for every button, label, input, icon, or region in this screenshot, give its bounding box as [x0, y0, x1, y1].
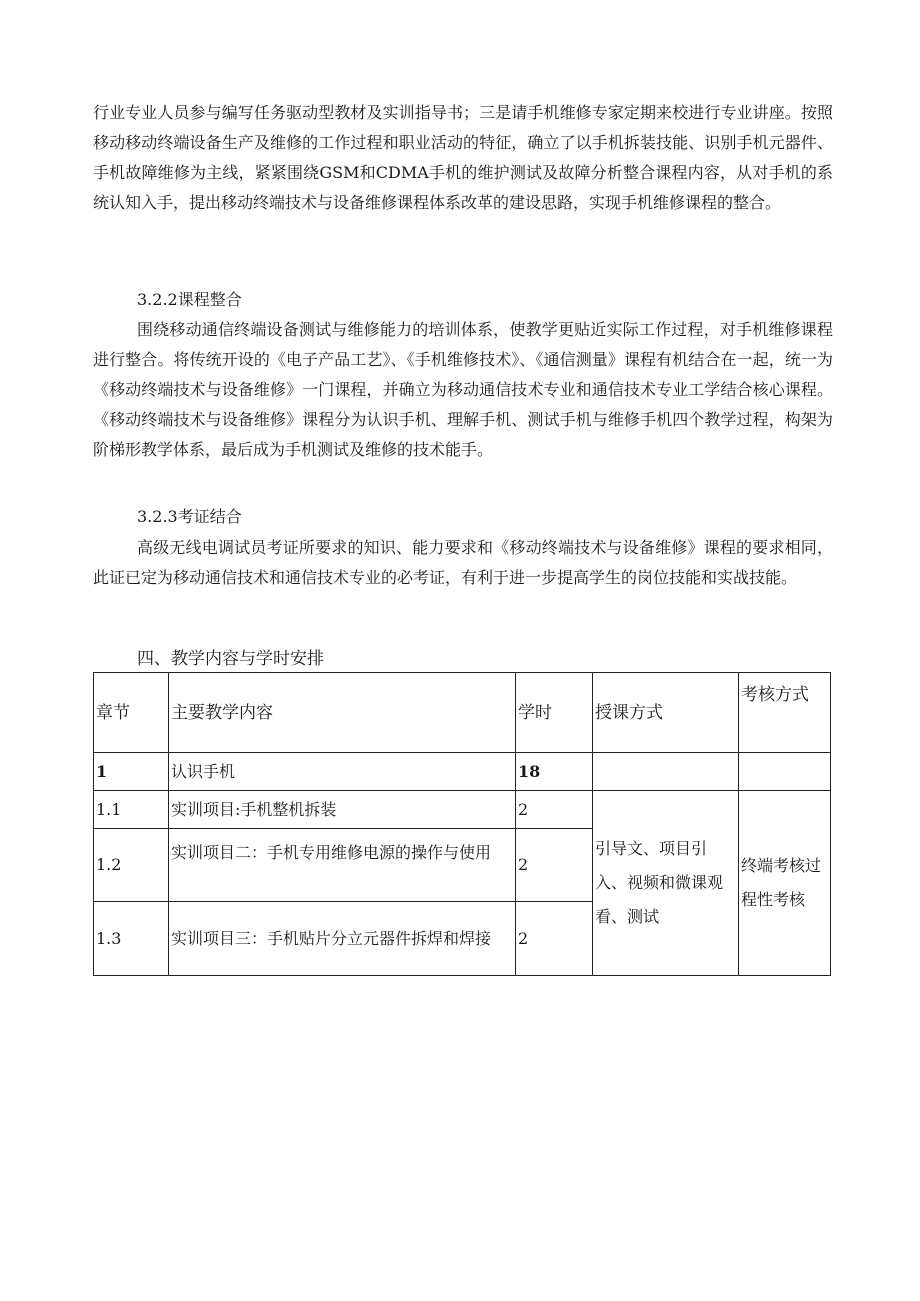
header-content: 主要教学内容 — [169, 673, 516, 753]
table-header-row — [94, 673, 831, 753]
header-hours: 学时 — [516, 673, 593, 753]
header-method: 授课方式 — [593, 673, 739, 753]
cell-assessment — [739, 753, 831, 791]
table-row-chapter-1 — [94, 753, 831, 791]
cell-chapter: 1.1 — [94, 791, 169, 829]
subsection-heading-3-2-3: 3.2.3考证结合 — [137, 507, 242, 526]
cell-chapter: 1.2 — [94, 829, 169, 902]
cell-hours: 2 — [516, 829, 593, 902]
header-assessment: 考核方式 — [739, 673, 831, 753]
cell-hours: 2 — [516, 902, 593, 976]
cell-content: 实训项目二：手机专用维修电源的操作与使用 — [169, 829, 516, 902]
section-title: 四、教学内容与学时安排 — [137, 649, 324, 669]
cell-content: 实训项目三：手机贴片分立元器件拆焊和焊接 — [169, 902, 516, 976]
cell-content: 实训项目:手机整机拆装 — [169, 791, 516, 829]
cell-content: 认识手机 — [169, 753, 516, 791]
course-schedule-table — [93, 672, 831, 976]
cell-chapter: 1.3 — [94, 902, 169, 976]
cell-chapter: 1 — [94, 753, 169, 791]
cell-assessment-method: 终端考核过程性考核 — [739, 791, 831, 976]
paragraph-course-integration: 围绕移动通信终端设备测试与维修能力的培训体系，使教学更贴近实际工作过程，对手机维修课程进行整合。将传统开设的《电子产品工艺》、《手机维修技术》、《通信测量》课程有机结合在一起，统一为《移动终端技术与设备维修》一门课程，并确立为移动通信技术专业和通信技术专业工学结合核心课程。《移动终端技术与设备维修》课程分为认识手机、理解手机、测试手机与维修手机四个教学过程，构架为阶梯形教学体系，最后成为手机测试及维修的技术能手。 — [93, 320, 833, 459]
header-chapter: 章节 — [94, 673, 169, 753]
cell-method — [593, 753, 739, 791]
cell-hours: 18 — [516, 753, 593, 791]
cell-hours: 2 — [516, 791, 593, 829]
table-row — [94, 791, 831, 829]
paragraph-certification: 高级无线电调试员考证所要求的知识、能力要求和《移动终端技术与设备维修》课程的要求相同，此证已定为移动通信技术和通信技术专业的必考证，有利于进一步提高学生的岗位技能和实战技能。 — [93, 538, 833, 587]
paragraph-intro: 行业专业人员参与编写任务驱动型教材及实训指导书；三是请手机维修专家定期来校进行专业讲座。按照移动移动终端设备生产及维修的工作过程和职业活动的特征，确立了以手机拆装技能、识别手机元器件、手机故障维修为主线，紧紧围绕GSM和CDMA手机的维护测试及故障分析整合课程内容，从对手机的系统认知入手，提出移动终端技术与设备维修课程体系改革的建设思路，实现手机维修课程的整合。 — [93, 103, 833, 212]
subsection-heading-3-2-2: 3.2.2课程整合 — [137, 290, 242, 309]
cell-teaching-method: 引导文、项目引入、视频和微课观看、测试 — [593, 791, 739, 976]
